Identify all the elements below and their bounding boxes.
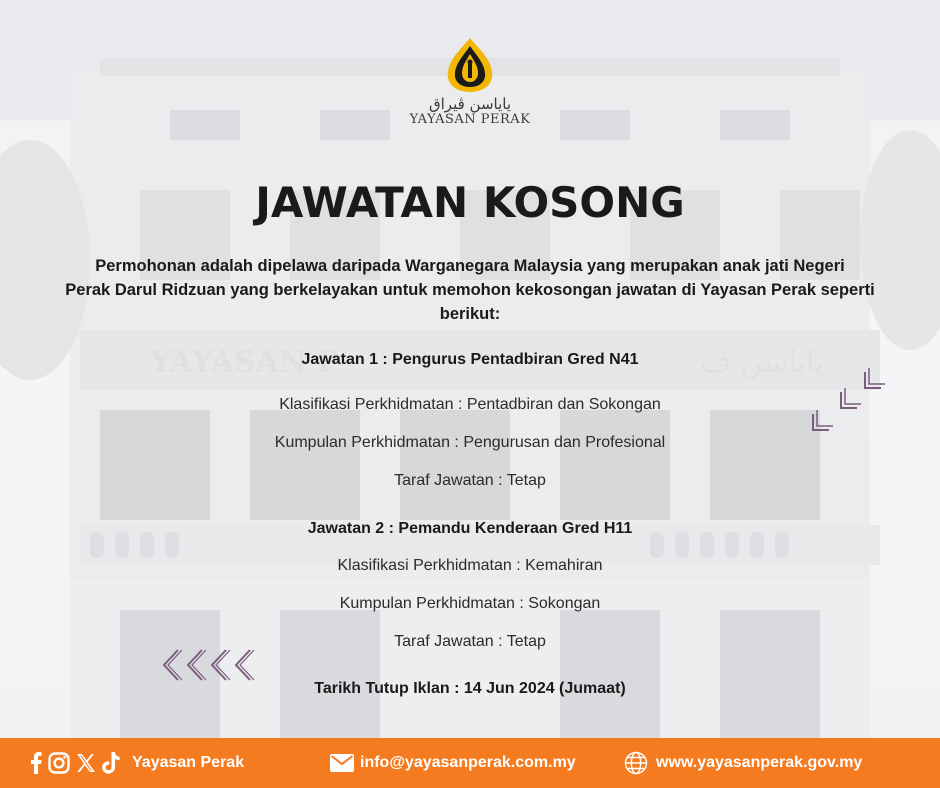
job-group: Kumpulan Perkhidmatan : Sokongan — [339, 595, 601, 612]
mail-icon — [330, 754, 354, 772]
intro-line-2: Perak Darul Ridzuan yang berkelayakan untuk memohon kekosongan jawatan di Yayasan Perak seperti — [65, 281, 875, 299]
social-links — [30, 738, 244, 788]
facebook-icon[interactable] — [30, 752, 42, 774]
job-listing-1 — [0, 348, 940, 500]
instagram-icon[interactable] — [48, 752, 70, 774]
social-handle[interactable]: Yayasan Perak — [132, 754, 245, 771]
job-classification: Klasifikasi Perkhidmatan : Kemahiran — [337, 557, 603, 574]
intro-paragraph — [40, 254, 900, 326]
closing-date: Tarikh Tutup Iklan : 14 Jun 2024 (Jumaat) — [314, 680, 626, 697]
x-icon[interactable] — [76, 753, 96, 773]
footer-website[interactable] — [624, 738, 862, 788]
decorative-arrows-icon — [160, 646, 262, 684]
yayasan-perak-logo — [398, 36, 542, 140]
logo-name: YAYASAN PERAK — [409, 112, 531, 127]
job-status: Taraf Jawatan : Tetap — [394, 472, 546, 489]
job-classification: Klasifikasi Perkhidmatan : Pentadbiran dan Sokongan — [279, 396, 661, 413]
footer-email[interactable] — [330, 738, 576, 788]
decorative-chevrons-icon — [805, 368, 887, 442]
job-title: Jawatan 2 : Pemandu Kenderaan Gred H11 — [307, 520, 633, 537]
page-title: JAWATAN KOSONG — [255, 178, 685, 227]
globe-icon — [624, 751, 648, 775]
job-status: Taraf Jawatan : Tetap — [394, 633, 546, 650]
logo-emblem-icon — [442, 36, 498, 94]
logo-jawi-text: ياياسن ڤيراق — [428, 95, 512, 113]
job-listing-2 — [0, 517, 940, 661]
tiktok-icon[interactable] — [102, 752, 120, 774]
job-group: Kumpulan Perkhidmatan : Pengurusan dan Profesional — [274, 434, 666, 451]
intro-line-1: Permohonan adalah dipelawa daripada Warganegara Malaysia yang merupakan anak jati Negeri — [95, 257, 845, 275]
job-title: Jawatan 1 : Pengurus Pentadbiran Gred N41 — [301, 351, 639, 368]
website-url[interactable]: www.yayasanperak.gov.my — [656, 754, 863, 771]
intro-line-3: berikut: — [439, 305, 501, 323]
footer-bar — [0, 738, 940, 788]
email-address[interactable]: info@yayasanperak.com.my — [360, 754, 576, 771]
